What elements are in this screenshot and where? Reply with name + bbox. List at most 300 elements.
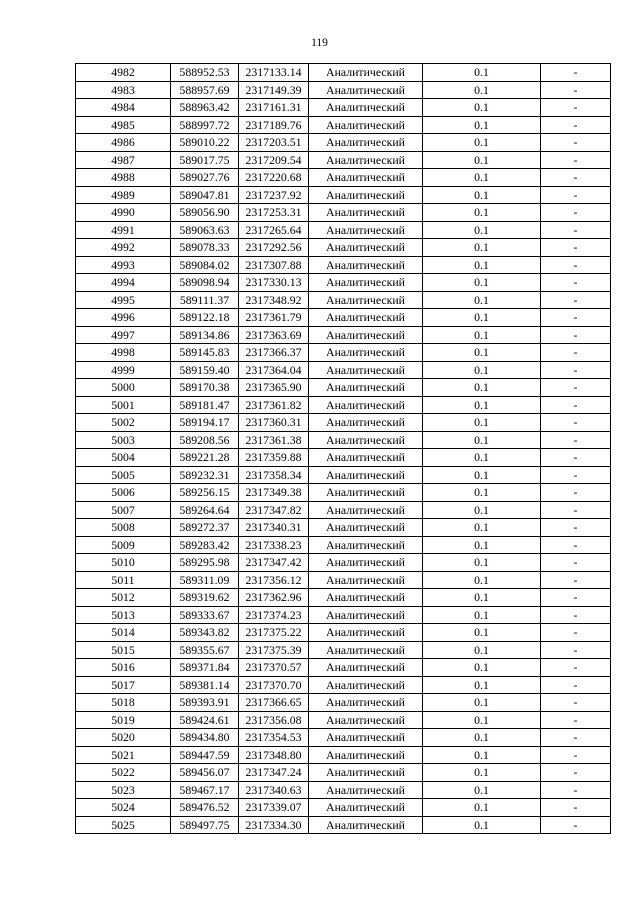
point-number-cell: 4995 xyxy=(76,291,171,309)
accuracy-cell: 0.1 xyxy=(423,694,541,712)
accuracy-cell: 0.1 xyxy=(423,99,541,117)
table-row xyxy=(76,729,611,747)
method-cell: Аналитический xyxy=(309,711,423,729)
accuracy-cell: 0.1 xyxy=(423,81,541,99)
x-coordinate-cell: 589078.33 xyxy=(171,239,239,257)
x-coordinate-cell: 589181.47 xyxy=(171,396,239,414)
y-coordinate-cell: 2317348.92 xyxy=(239,291,309,309)
y-coordinate-cell: 2317237.92 xyxy=(239,186,309,204)
accuracy-cell: 0.1 xyxy=(423,799,541,817)
point-number-cell: 4987 xyxy=(76,151,171,169)
y-coordinate-cell: 2317374.23 xyxy=(239,606,309,624)
table-row xyxy=(76,676,611,694)
table-row xyxy=(76,659,611,677)
table-row xyxy=(76,554,611,572)
y-coordinate-cell: 2317365.90 xyxy=(239,379,309,397)
y-coordinate-cell: 2317370.57 xyxy=(239,659,309,677)
note-cell: - xyxy=(541,746,611,764)
note-cell: - xyxy=(541,64,611,82)
y-coordinate-cell: 2317360.31 xyxy=(239,414,309,432)
method-cell: Аналитический xyxy=(309,274,423,292)
y-coordinate-cell: 2317362.96 xyxy=(239,589,309,607)
accuracy-cell: 0.1 xyxy=(423,151,541,169)
x-coordinate-cell: 589434.80 xyxy=(171,729,239,747)
method-cell: Аналитический xyxy=(309,431,423,449)
method-cell: Аналитический xyxy=(309,484,423,502)
method-cell: Аналитический xyxy=(309,151,423,169)
x-coordinate-cell: 589063.63 xyxy=(171,221,239,239)
accuracy-cell: 0.1 xyxy=(423,239,541,257)
method-cell: Аналитический xyxy=(309,799,423,817)
note-cell: - xyxy=(541,536,611,554)
table-row xyxy=(76,151,611,169)
method-cell: Аналитический xyxy=(309,204,423,222)
method-cell: Аналитический xyxy=(309,326,423,344)
y-coordinate-cell: 2317361.82 xyxy=(239,396,309,414)
x-coordinate-cell: 589010.22 xyxy=(171,134,239,152)
note-cell: - xyxy=(541,361,611,379)
y-coordinate-cell: 2317363.69 xyxy=(239,326,309,344)
x-coordinate-cell: 589145.83 xyxy=(171,344,239,362)
point-number-cell: 4986 xyxy=(76,134,171,152)
method-cell: Аналитический xyxy=(309,344,423,362)
table-row xyxy=(76,116,611,134)
accuracy-cell: 0.1 xyxy=(423,116,541,134)
accuracy-cell: 0.1 xyxy=(423,361,541,379)
x-coordinate-cell: 589194.17 xyxy=(171,414,239,432)
method-cell: Аналитический xyxy=(309,116,423,134)
y-coordinate-cell: 2317133.14 xyxy=(239,64,309,82)
note-cell: - xyxy=(541,81,611,99)
table-row xyxy=(76,764,611,782)
note-cell: - xyxy=(541,134,611,152)
accuracy-cell: 0.1 xyxy=(423,554,541,572)
x-coordinate-cell: 589371.84 xyxy=(171,659,239,677)
point-number-cell: 5003 xyxy=(76,431,171,449)
y-coordinate-cell: 2317361.38 xyxy=(239,431,309,449)
y-coordinate-cell: 2317340.63 xyxy=(239,781,309,799)
method-cell: Аналитический xyxy=(309,221,423,239)
table-row xyxy=(76,326,611,344)
table-row xyxy=(76,361,611,379)
method-cell: Аналитический xyxy=(309,659,423,677)
note-cell: - xyxy=(541,624,611,642)
table-row xyxy=(76,781,611,799)
method-cell: Аналитический xyxy=(309,396,423,414)
point-number-cell: 5007 xyxy=(76,501,171,519)
x-coordinate-cell: 589159.40 xyxy=(171,361,239,379)
method-cell: Аналитический xyxy=(309,449,423,467)
point-number-cell: 5009 xyxy=(76,536,171,554)
point-number-cell: 5004 xyxy=(76,449,171,467)
accuracy-cell: 0.1 xyxy=(423,781,541,799)
y-coordinate-cell: 2317347.82 xyxy=(239,501,309,519)
note-cell: - xyxy=(541,449,611,467)
method-cell: Аналитический xyxy=(309,606,423,624)
point-number-cell: 4997 xyxy=(76,326,171,344)
method-cell: Аналитический xyxy=(309,99,423,117)
method-cell: Аналитический xyxy=(309,81,423,99)
method-cell: Аналитический xyxy=(309,466,423,484)
method-cell: Аналитический xyxy=(309,501,423,519)
point-number-cell: 4994 xyxy=(76,274,171,292)
table-row xyxy=(76,799,611,817)
accuracy-cell: 0.1 xyxy=(423,659,541,677)
y-coordinate-cell: 2317189.76 xyxy=(239,116,309,134)
x-coordinate-cell: 589047.81 xyxy=(171,186,239,204)
table-row xyxy=(76,501,611,519)
y-coordinate-cell: 2317361.79 xyxy=(239,309,309,327)
method-cell: Аналитический xyxy=(309,571,423,589)
point-number-cell: 5005 xyxy=(76,466,171,484)
point-number-cell: 5016 xyxy=(76,659,171,677)
note-cell: - xyxy=(541,764,611,782)
y-coordinate-cell: 2317347.42 xyxy=(239,554,309,572)
y-coordinate-cell: 2317161.31 xyxy=(239,99,309,117)
table-row xyxy=(76,396,611,414)
x-coordinate-cell: 588957.69 xyxy=(171,81,239,99)
accuracy-cell: 0.1 xyxy=(423,431,541,449)
x-coordinate-cell: 589381.14 xyxy=(171,676,239,694)
accuracy-cell: 0.1 xyxy=(423,274,541,292)
point-number-cell: 5022 xyxy=(76,764,171,782)
note-cell: - xyxy=(541,256,611,274)
method-cell: Аналитический xyxy=(309,519,423,537)
x-coordinate-cell: 589319.62 xyxy=(171,589,239,607)
accuracy-cell: 0.1 xyxy=(423,221,541,239)
note-cell: - xyxy=(541,151,611,169)
y-coordinate-cell: 2317348.80 xyxy=(239,746,309,764)
x-coordinate-cell: 589098.94 xyxy=(171,274,239,292)
point-number-cell: 4982 xyxy=(76,64,171,82)
note-cell: - xyxy=(541,816,611,834)
accuracy-cell: 0.1 xyxy=(423,309,541,327)
table-row xyxy=(76,694,611,712)
table-row xyxy=(76,221,611,239)
accuracy-cell: 0.1 xyxy=(423,291,541,309)
point-number-cell: 4999 xyxy=(76,361,171,379)
table-row xyxy=(76,414,611,432)
accuracy-cell: 0.1 xyxy=(423,746,541,764)
point-number-cell: 5010 xyxy=(76,554,171,572)
method-cell: Аналитический xyxy=(309,589,423,607)
note-cell: - xyxy=(541,186,611,204)
method-cell: Аналитический xyxy=(309,624,423,642)
point-number-cell: 4984 xyxy=(76,99,171,117)
note-cell: - xyxy=(541,239,611,257)
y-coordinate-cell: 2317330.13 xyxy=(239,274,309,292)
coordinates-table xyxy=(75,63,611,834)
table-row xyxy=(76,239,611,257)
point-number-cell: 5020 xyxy=(76,729,171,747)
method-cell: Аналитический xyxy=(309,291,423,309)
point-number-cell: 5025 xyxy=(76,816,171,834)
point-number-cell: 5017 xyxy=(76,676,171,694)
method-cell: Аналитический xyxy=(309,256,423,274)
y-coordinate-cell: 2317203.51 xyxy=(239,134,309,152)
method-cell: Аналитический xyxy=(309,361,423,379)
note-cell: - xyxy=(541,379,611,397)
table-row xyxy=(76,204,611,222)
x-coordinate-cell: 589256.15 xyxy=(171,484,239,502)
note-cell: - xyxy=(541,326,611,344)
table-row xyxy=(76,274,611,292)
table-row xyxy=(76,641,611,659)
accuracy-cell: 0.1 xyxy=(423,134,541,152)
table-row xyxy=(76,519,611,537)
x-coordinate-cell: 589170.38 xyxy=(171,379,239,397)
note-cell: - xyxy=(541,501,611,519)
x-coordinate-cell: 589027.76 xyxy=(171,169,239,187)
accuracy-cell: 0.1 xyxy=(423,204,541,222)
accuracy-cell: 0.1 xyxy=(423,344,541,362)
method-cell: Аналитический xyxy=(309,729,423,747)
x-coordinate-cell: 589084.02 xyxy=(171,256,239,274)
y-coordinate-cell: 2317356.12 xyxy=(239,571,309,589)
y-coordinate-cell: 2317354.53 xyxy=(239,729,309,747)
table-row xyxy=(76,571,611,589)
note-cell: - xyxy=(541,204,611,222)
x-coordinate-cell: 589393.91 xyxy=(171,694,239,712)
x-coordinate-cell: 588997.72 xyxy=(171,116,239,134)
note-cell: - xyxy=(541,694,611,712)
x-coordinate-cell: 589232.31 xyxy=(171,466,239,484)
point-number-cell: 5011 xyxy=(76,571,171,589)
method-cell: Аналитический xyxy=(309,816,423,834)
table-row xyxy=(76,589,611,607)
x-coordinate-cell: 589272.37 xyxy=(171,519,239,537)
y-coordinate-cell: 2317366.65 xyxy=(239,694,309,712)
method-cell: Аналитический xyxy=(309,536,423,554)
note-cell: - xyxy=(541,484,611,502)
accuracy-cell: 0.1 xyxy=(423,379,541,397)
y-coordinate-cell: 2317292.56 xyxy=(239,239,309,257)
accuracy-cell: 0.1 xyxy=(423,414,541,432)
note-cell: - xyxy=(541,659,611,677)
accuracy-cell: 0.1 xyxy=(423,711,541,729)
x-coordinate-cell: 589017.75 xyxy=(171,151,239,169)
point-number-cell: 4993 xyxy=(76,256,171,274)
note-cell: - xyxy=(541,799,611,817)
note-cell: - xyxy=(541,554,611,572)
table-row xyxy=(76,169,611,187)
x-coordinate-cell: 588952.53 xyxy=(171,64,239,82)
method-cell: Аналитический xyxy=(309,379,423,397)
note-cell: - xyxy=(541,221,611,239)
x-coordinate-cell: 589134.86 xyxy=(171,326,239,344)
accuracy-cell: 0.1 xyxy=(423,449,541,467)
y-coordinate-cell: 2317253.31 xyxy=(239,204,309,222)
table-row xyxy=(76,606,611,624)
note-cell: - xyxy=(541,519,611,537)
y-coordinate-cell: 2317358.34 xyxy=(239,466,309,484)
note-cell: - xyxy=(541,571,611,589)
y-coordinate-cell: 2317364.04 xyxy=(239,361,309,379)
accuracy-cell: 0.1 xyxy=(423,64,541,82)
table-row xyxy=(76,99,611,117)
point-number-cell: 4990 xyxy=(76,204,171,222)
y-coordinate-cell: 2317338.23 xyxy=(239,536,309,554)
note-cell: - xyxy=(541,641,611,659)
point-number-cell: 4985 xyxy=(76,116,171,134)
note-cell: - xyxy=(541,589,611,607)
x-coordinate-cell: 589311.09 xyxy=(171,571,239,589)
accuracy-cell: 0.1 xyxy=(423,641,541,659)
method-cell: Аналитический xyxy=(309,134,423,152)
table-row xyxy=(76,449,611,467)
x-coordinate-cell: 589497.75 xyxy=(171,816,239,834)
accuracy-cell: 0.1 xyxy=(423,466,541,484)
point-number-cell: 5006 xyxy=(76,484,171,502)
method-cell: Аналитический xyxy=(309,239,423,257)
table-row xyxy=(76,81,611,99)
method-cell: Аналитический xyxy=(309,694,423,712)
x-coordinate-cell: 589208.56 xyxy=(171,431,239,449)
accuracy-cell: 0.1 xyxy=(423,606,541,624)
accuracy-cell: 0.1 xyxy=(423,519,541,537)
x-coordinate-cell: 589283.42 xyxy=(171,536,239,554)
method-cell: Аналитический xyxy=(309,64,423,82)
x-coordinate-cell: 589424.61 xyxy=(171,711,239,729)
accuracy-cell: 0.1 xyxy=(423,256,541,274)
point-number-cell: 5019 xyxy=(76,711,171,729)
accuracy-cell: 0.1 xyxy=(423,484,541,502)
method-cell: Аналитический xyxy=(309,781,423,799)
accuracy-cell: 0.1 xyxy=(423,816,541,834)
note-cell: - xyxy=(541,344,611,362)
point-number-cell: 4996 xyxy=(76,309,171,327)
table-row xyxy=(76,309,611,327)
y-coordinate-cell: 2317347.24 xyxy=(239,764,309,782)
y-coordinate-cell: 2317334.30 xyxy=(239,816,309,834)
table-row xyxy=(76,256,611,274)
y-coordinate-cell: 2317370.70 xyxy=(239,676,309,694)
table-row xyxy=(76,484,611,502)
method-cell: Аналитический xyxy=(309,676,423,694)
note-cell: - xyxy=(541,116,611,134)
y-coordinate-cell: 2317149.39 xyxy=(239,81,309,99)
x-coordinate-cell: 589343.82 xyxy=(171,624,239,642)
x-coordinate-cell: 589221.28 xyxy=(171,449,239,467)
y-coordinate-cell: 2317375.22 xyxy=(239,624,309,642)
method-cell: Аналитический xyxy=(309,764,423,782)
point-number-cell: 4992 xyxy=(76,239,171,257)
x-coordinate-cell: 589122.18 xyxy=(171,309,239,327)
accuracy-cell: 0.1 xyxy=(423,501,541,519)
table-row xyxy=(76,291,611,309)
note-cell: - xyxy=(541,466,611,484)
x-coordinate-cell: 589111.37 xyxy=(171,291,239,309)
y-coordinate-cell: 2317265.64 xyxy=(239,221,309,239)
table-row xyxy=(76,344,611,362)
note-cell: - xyxy=(541,291,611,309)
point-number-cell: 5001 xyxy=(76,396,171,414)
point-number-cell: 4989 xyxy=(76,186,171,204)
y-coordinate-cell: 2317359.88 xyxy=(239,449,309,467)
note-cell: - xyxy=(541,274,611,292)
point-number-cell: 5021 xyxy=(76,746,171,764)
method-cell: Аналитический xyxy=(309,554,423,572)
point-number-cell: 5014 xyxy=(76,624,171,642)
table-row xyxy=(76,711,611,729)
y-coordinate-cell: 2317349.38 xyxy=(239,484,309,502)
note-cell: - xyxy=(541,431,611,449)
note-cell: - xyxy=(541,169,611,187)
note-cell: - xyxy=(541,396,611,414)
x-coordinate-cell: 589056.90 xyxy=(171,204,239,222)
y-coordinate-cell: 2317340.31 xyxy=(239,519,309,537)
point-number-cell: 4998 xyxy=(76,344,171,362)
note-cell: - xyxy=(541,606,611,624)
x-coordinate-cell: 589476.52 xyxy=(171,799,239,817)
method-cell: Аналитический xyxy=(309,309,423,327)
table-row xyxy=(76,746,611,764)
accuracy-cell: 0.1 xyxy=(423,186,541,204)
y-coordinate-cell: 2317307.88 xyxy=(239,256,309,274)
point-number-cell: 5023 xyxy=(76,781,171,799)
point-number-cell: 4983 xyxy=(76,81,171,99)
note-cell: - xyxy=(541,99,611,117)
y-coordinate-cell: 2317220.68 xyxy=(239,169,309,187)
accuracy-cell: 0.1 xyxy=(423,169,541,187)
accuracy-cell: 0.1 xyxy=(423,589,541,607)
x-coordinate-cell: 589467.17 xyxy=(171,781,239,799)
accuracy-cell: 0.1 xyxy=(423,764,541,782)
x-coordinate-cell: 589295.98 xyxy=(171,554,239,572)
accuracy-cell: 0.1 xyxy=(423,624,541,642)
table-row xyxy=(76,64,611,82)
page-number: 119 xyxy=(311,37,328,49)
method-cell: Аналитический xyxy=(309,186,423,204)
table-row xyxy=(76,624,611,642)
point-number-cell: 5024 xyxy=(76,799,171,817)
table-body xyxy=(76,64,611,834)
accuracy-cell: 0.1 xyxy=(423,729,541,747)
table-row xyxy=(76,431,611,449)
point-number-cell: 5015 xyxy=(76,641,171,659)
point-number-cell: 5018 xyxy=(76,694,171,712)
accuracy-cell: 0.1 xyxy=(423,676,541,694)
note-cell: - xyxy=(541,414,611,432)
y-coordinate-cell: 2317209.54 xyxy=(239,151,309,169)
y-coordinate-cell: 2317356.08 xyxy=(239,711,309,729)
note-cell: - xyxy=(541,711,611,729)
table-row xyxy=(76,379,611,397)
note-cell: - xyxy=(541,729,611,747)
point-number-cell: 4991 xyxy=(76,221,171,239)
x-coordinate-cell: 588963.42 xyxy=(171,99,239,117)
point-number-cell: 5002 xyxy=(76,414,171,432)
point-number-cell: 5000 xyxy=(76,379,171,397)
note-cell: - xyxy=(541,676,611,694)
note-cell: - xyxy=(541,309,611,327)
point-number-cell: 5008 xyxy=(76,519,171,537)
accuracy-cell: 0.1 xyxy=(423,571,541,589)
method-cell: Аналитический xyxy=(309,641,423,659)
accuracy-cell: 0.1 xyxy=(423,326,541,344)
x-coordinate-cell: 589264.64 xyxy=(171,501,239,519)
y-coordinate-cell: 2317366.37 xyxy=(239,344,309,362)
method-cell: Аналитический xyxy=(309,414,423,432)
table-row xyxy=(76,186,611,204)
table-row xyxy=(76,134,611,152)
x-coordinate-cell: 589355.67 xyxy=(171,641,239,659)
x-coordinate-cell: 589447.59 xyxy=(171,746,239,764)
method-cell: Аналитический xyxy=(309,169,423,187)
y-coordinate-cell: 2317375.39 xyxy=(239,641,309,659)
x-coordinate-cell: 589333.67 xyxy=(171,606,239,624)
point-number-cell: 4988 xyxy=(76,169,171,187)
